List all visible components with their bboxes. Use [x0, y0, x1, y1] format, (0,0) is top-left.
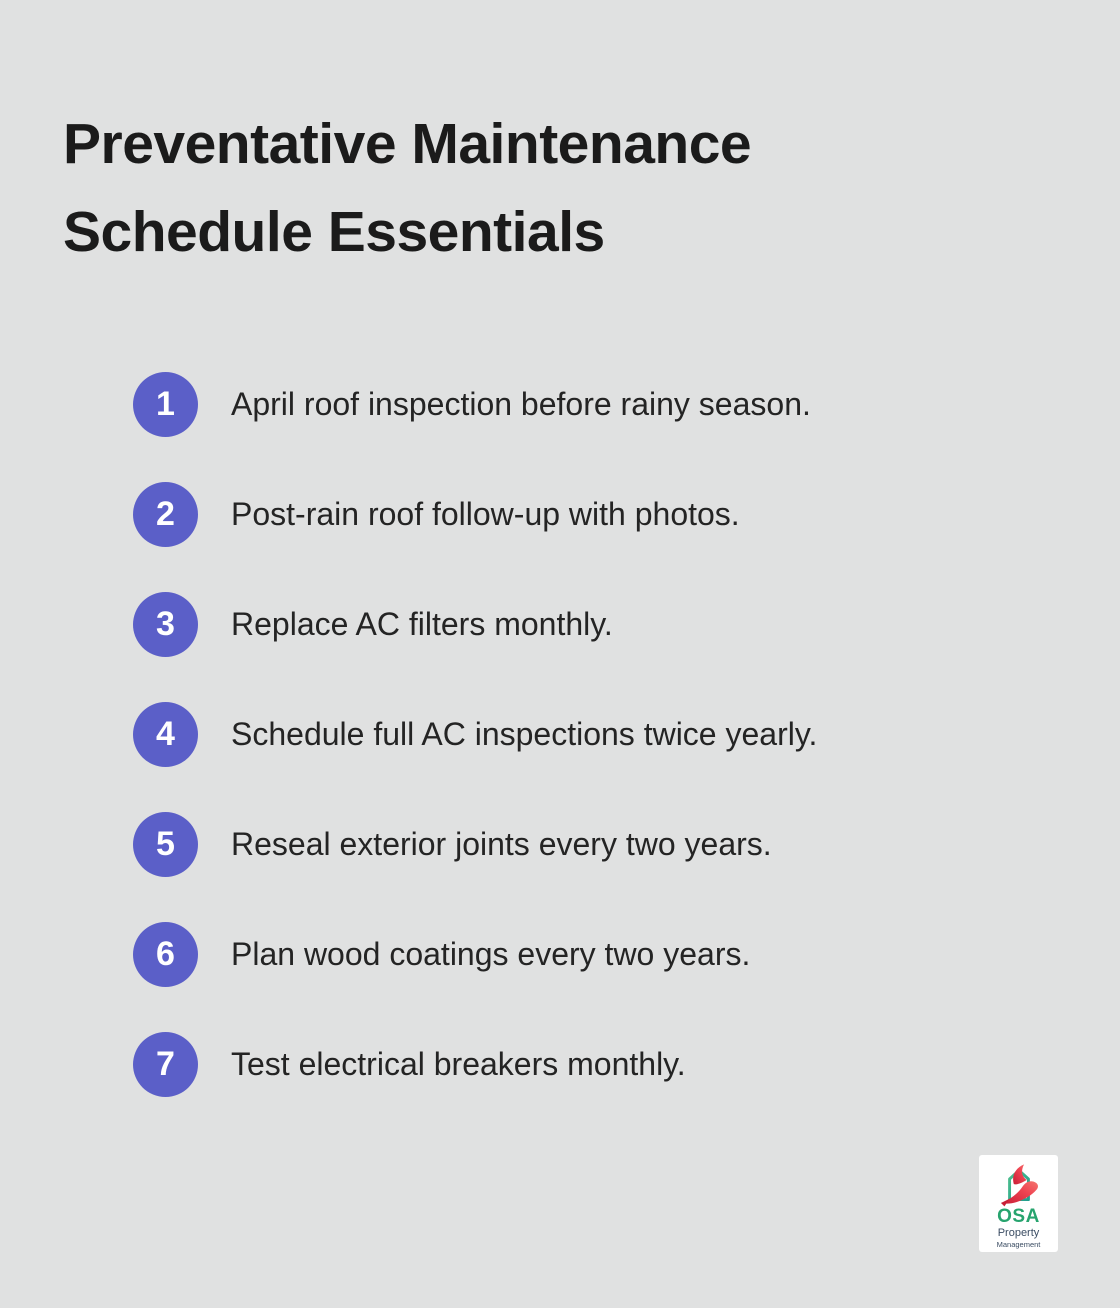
item-text: Schedule full AC inspections twice yearly. — [231, 716, 818, 752]
item-number: 3 — [156, 605, 175, 643]
item-number: 2 — [156, 495, 175, 533]
list-item — [133, 702, 817, 767]
item-number-badge — [133, 702, 198, 767]
page-title — [63, 100, 751, 276]
logo-subtitle-property: Property — [997, 1227, 1040, 1239]
item-number-badge — [133, 592, 198, 657]
page-title-line-1: Preventative Maintenance — [63, 112, 752, 176]
item-number: 4 — [156, 715, 175, 753]
logo-subtitle-management: Management — [996, 1240, 1041, 1249]
item-number-badge — [133, 372, 198, 437]
logo-house-bird-icon — [993, 1161, 1045, 1209]
bird-body — [1001, 1181, 1038, 1203]
item-number-badge — [133, 482, 198, 547]
item-number: 1 — [156, 385, 175, 423]
brand-logo — [979, 1155, 1058, 1252]
page-title-line-2: Schedule Essentials — [63, 200, 605, 264]
list-item — [133, 922, 817, 987]
list-item — [133, 482, 817, 547]
item-text: Replace AC filters monthly. — [231, 606, 613, 642]
item-number-badge — [133, 1032, 198, 1097]
item-number: 6 — [156, 935, 175, 973]
item-text: Post-rain roof follow-up with photos. — [231, 496, 740, 532]
item-number: 7 — [156, 1045, 175, 1083]
list-item — [133, 592, 817, 657]
maintenance-list — [133, 372, 817, 1142]
list-item — [133, 372, 817, 437]
item-number-badge — [133, 812, 198, 877]
item-text: Test electrical breakers monthly. — [231, 1046, 686, 1082]
item-number: 5 — [156, 825, 175, 863]
logo-brand-text: OSA — [997, 1206, 1040, 1227]
list-item — [133, 1032, 817, 1097]
item-text: April roof inspection before rainy season. — [231, 386, 811, 422]
item-text: Plan wood coatings every two years. — [231, 936, 751, 972]
list-item — [133, 812, 817, 877]
item-number-badge — [133, 922, 198, 987]
item-text: Reseal exterior joints every two years. — [231, 826, 772, 862]
